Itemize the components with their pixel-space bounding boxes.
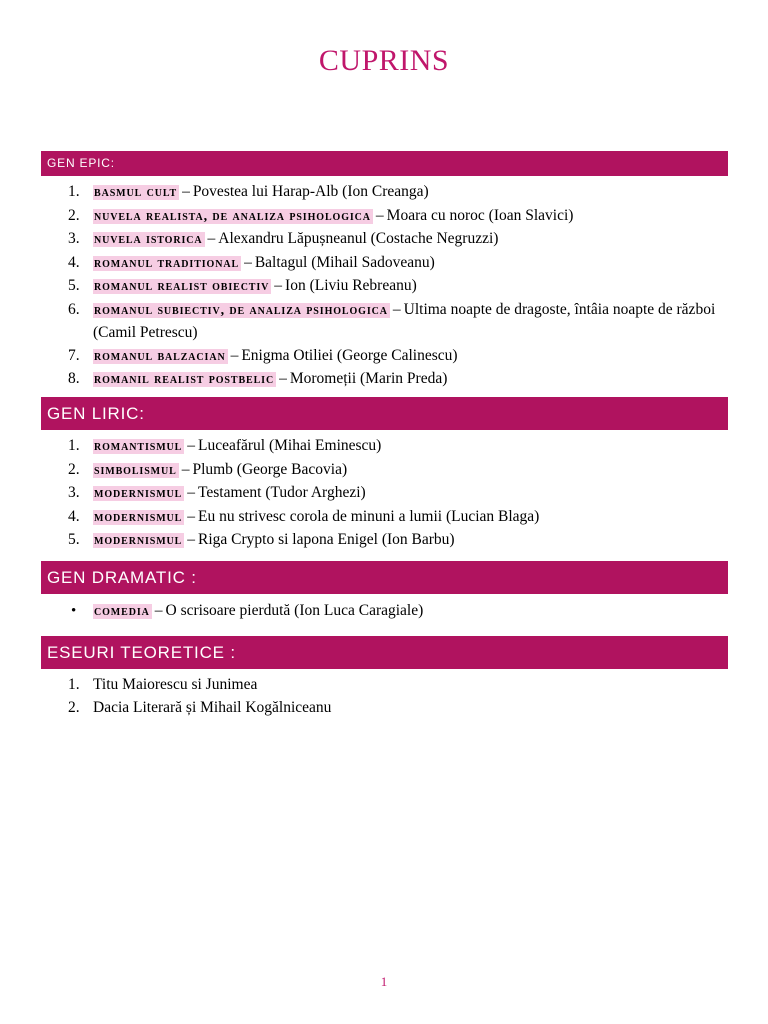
dash: – bbox=[230, 346, 239, 364]
item-number: 6. bbox=[68, 300, 80, 318]
dash: – bbox=[187, 484, 195, 501]
genre-tag: modernismul bbox=[94, 533, 183, 548]
item-number: 8. bbox=[68, 370, 80, 387]
item-number: 2. bbox=[68, 698, 80, 716]
list-item bbox=[0, 697, 768, 720]
item-number: 3. bbox=[68, 230, 80, 247]
dash: – bbox=[207, 230, 216, 247]
item-text: Dacia Literară și Mihail Kogălniceanu bbox=[93, 698, 332, 716]
item-number: 1. bbox=[68, 183, 80, 200]
item-number: 2. bbox=[68, 460, 80, 478]
list-item bbox=[0, 205, 768, 229]
list-item bbox=[0, 435, 768, 459]
list-item bbox=[0, 674, 768, 697]
item-number: 1. bbox=[68, 676, 80, 693]
item-text: Povestea lui Harap-Alb (Ion Creanga) bbox=[192, 183, 429, 200]
item-number: 1. bbox=[68, 437, 80, 454]
genre-tag: comedia bbox=[94, 604, 150, 619]
item-number: 4. bbox=[68, 253, 80, 271]
item-text: Testament (Tudor Arghezi) bbox=[198, 484, 366, 501]
genre-tag: nuvela istorica bbox=[94, 232, 203, 247]
item-number: 2. bbox=[68, 206, 80, 224]
genre-tag: nuvela realista, de analiza psihologica bbox=[94, 208, 371, 224]
item-number: 3. bbox=[68, 484, 80, 501]
section-header-gen-epic: GEN EPIC: bbox=[41, 151, 728, 176]
section-header-eseuri-teoretice: ESEURI TEORETICE : bbox=[41, 636, 728, 669]
section-header-gen-liric: GEN LIRIC: bbox=[41, 397, 728, 430]
list-item bbox=[0, 368, 768, 392]
genre-tag: modernismul bbox=[94, 509, 183, 525]
list-item bbox=[0, 459, 768, 483]
page-number: 1 bbox=[380, 974, 388, 989]
item-text: Ultima noapte de dragoste, întâia noapte de război (Camil Petrescu) bbox=[93, 300, 716, 341]
genre-tag: romanul realist obiectiv bbox=[94, 279, 270, 294]
item-text: Luceafărul (Mihai Eminescu) bbox=[198, 437, 382, 454]
genre-tag: romantismul bbox=[94, 439, 183, 454]
dash: – bbox=[274, 277, 283, 294]
list-item bbox=[0, 345, 768, 369]
item-number: 4. bbox=[68, 507, 80, 525]
item-text: Baltagul (Mihail Sadoveanu) bbox=[254, 253, 435, 271]
item-text: Moara cu noroc (Ioan Slavici) bbox=[386, 206, 574, 224]
list-gen-dramatic bbox=[0, 600, 768, 624]
list-item bbox=[0, 529, 768, 553]
dash: – bbox=[244, 253, 252, 271]
list-gen-epic bbox=[0, 181, 768, 392]
dash: – bbox=[187, 531, 195, 548]
list-item bbox=[0, 252, 768, 276]
item-text: Riga Crypto si lapona Enigel (Ion Barbu) bbox=[198, 531, 455, 548]
item-text: Alexandru Lăpușneanul (Costache Negruzzi) bbox=[218, 230, 499, 247]
item-number: 7. bbox=[68, 346, 80, 364]
item-text: Eu nu strivesc corola de minuni a lumii (Lucian Blaga) bbox=[198, 507, 540, 525]
list-item bbox=[0, 506, 768, 530]
dash: – bbox=[187, 437, 195, 454]
item-number: 5. bbox=[68, 531, 80, 548]
genre-tag: romanul subiectiv, de analiza psihologica bbox=[94, 302, 388, 318]
genre-tag: romanil realist postbelic bbox=[94, 372, 275, 387]
item-text: Enigma Otiliei (George Calinescu) bbox=[241, 346, 458, 364]
list-item bbox=[0, 482, 768, 506]
dash: – bbox=[187, 507, 195, 525]
list-item bbox=[0, 600, 768, 624]
item-number: 5. bbox=[68, 277, 80, 294]
list-item bbox=[0, 299, 768, 345]
item-text: O scrisoare pierdută (Ion Luca Caragiale) bbox=[165, 602, 424, 619]
genre-tag: romanul balzacian bbox=[94, 348, 226, 364]
genre-tag: simbolismul bbox=[94, 462, 177, 478]
dash: – bbox=[181, 460, 190, 478]
bullet-icon: • bbox=[71, 603, 77, 619]
item-text: Ion (Liviu Rebreanu) bbox=[285, 277, 417, 294]
genre-tag: modernismul bbox=[94, 486, 183, 501]
item-text: Titu Maiorescu si Junimea bbox=[93, 676, 258, 693]
item-text: Moromeții (Marin Preda) bbox=[289, 370, 448, 387]
list-item bbox=[0, 275, 768, 299]
list-item bbox=[0, 181, 768, 205]
section-header-gen-dramatic: GEN DRAMATIC : bbox=[41, 561, 728, 594]
genre-tag: romanul traditional bbox=[94, 255, 240, 271]
page-title: CUPRINS bbox=[318, 44, 450, 77]
list-eseuri-teoretice bbox=[0, 674, 768, 719]
dash: – bbox=[375, 206, 384, 224]
list-item bbox=[0, 228, 768, 252]
dash: – bbox=[154, 602, 163, 619]
genre-tag: basmul cult bbox=[94, 185, 178, 200]
item-text: Plumb (George Bacovia) bbox=[192, 460, 348, 478]
dash: – bbox=[182, 183, 190, 200]
dash: – bbox=[279, 370, 287, 387]
dash: – bbox=[392, 300, 401, 318]
list-gen-liric bbox=[0, 435, 768, 553]
